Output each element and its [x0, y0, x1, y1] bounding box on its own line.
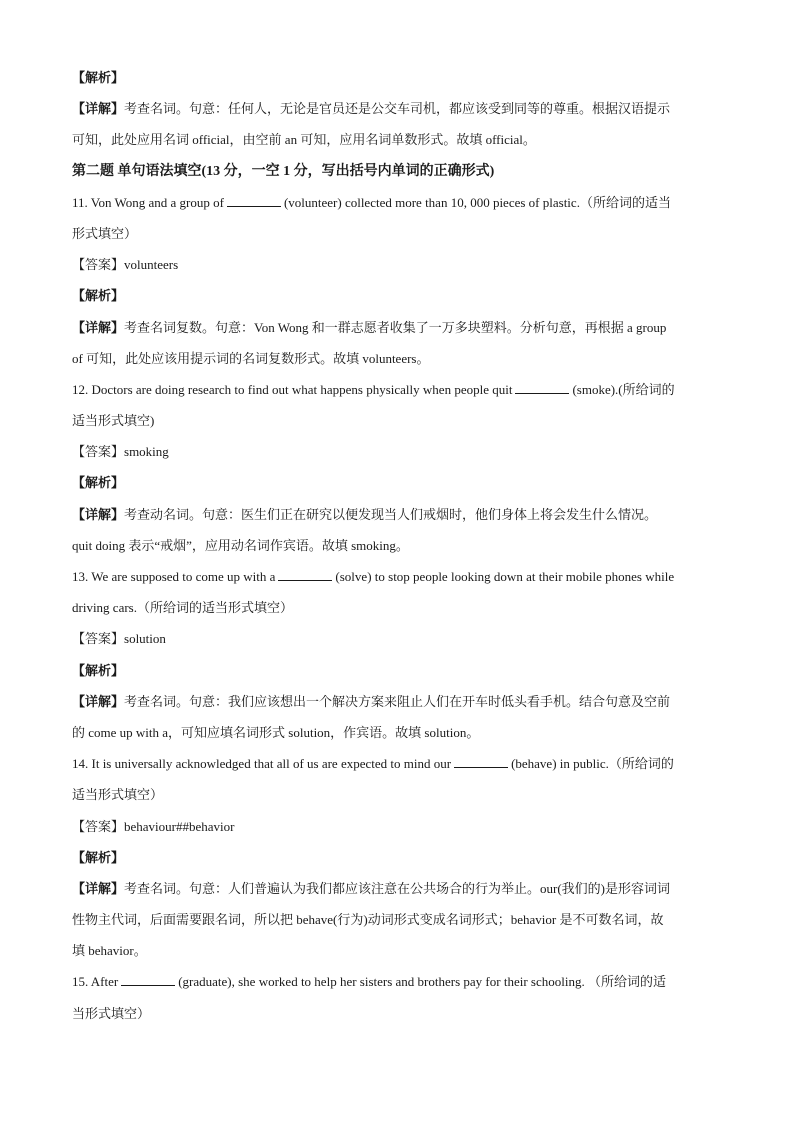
- question-12: [72, 374, 727, 405]
- explanation-line: [72, 499, 727, 530]
- question-text: 适当形式填空): [72, 413, 155, 429]
- question-text: (smoke).(所给词的: [572, 381, 675, 397]
- explanation-line: of 可知，此处应该用提示词的名词复数形式。故填 volunteers。: [72, 350, 430, 366]
- explanation-line: 的 come up with a，可知应填名词形式 solution，作宾语。故填 solution。: [72, 724, 480, 740]
- section-title: 第二题 单句语法填空(13 分，一空 1 分，写出括号内单词的正确形式): [72, 163, 495, 179]
- answer-blank: [121, 974, 175, 986]
- question-11: [72, 187, 727, 218]
- question-text: driving cars.（所给词的适当形式填空）: [72, 600, 293, 616]
- explanation-line: 可知，此处应用名词 official，由空前 an 可知，应用名词单数形式。故填 official。: [72, 132, 536, 148]
- answer-blank: [515, 382, 569, 394]
- explanation-label: 【详解】: [72, 880, 125, 896]
- explanation-line: [72, 873, 727, 904]
- question-14: [72, 748, 727, 779]
- question-text: (solve) to stop people looking down at their mobile phones while: [335, 569, 675, 584]
- question-text: 15. After: [72, 974, 119, 990]
- answer-line: [72, 811, 727, 842]
- explanation-line: 性物主代词，后面需要跟名词，所以把 behave(行为)动词形式变成名词形式；behavior 是不可数名词，故: [72, 912, 664, 928]
- answer-label: 【答案】: [72, 818, 125, 834]
- question-text: 13. We are supposed to come up with a: [72, 569, 276, 584]
- explanation-label: 【详解】: [72, 693, 125, 709]
- explanation-line: [72, 93, 727, 124]
- question-13: [72, 561, 727, 592]
- answer-line: [72, 436, 727, 467]
- explanation-label: 【详解】: [72, 506, 125, 522]
- answer-blank: [227, 195, 281, 207]
- question-text: 11. Von Wong and a group of: [72, 194, 224, 210]
- explanation-label: 【详解】: [72, 101, 125, 117]
- explanation-text: 考查名词。句意：人们普遍认为我们都应该注意在公共场合的行为举止。our(我们的)是形容词词: [124, 880, 671, 896]
- answer-value: volunteers: [124, 257, 179, 273]
- answer-value: solution: [124, 631, 166, 647]
- analysis-label: 【解析】: [72, 475, 125, 491]
- explanation-line: [72, 312, 727, 343]
- analysis-label: 【解析】: [72, 662, 125, 678]
- analysis-label: 【解析】: [72, 288, 125, 304]
- answer-line: [72, 623, 727, 654]
- explanation-label: 【详解】: [72, 319, 125, 335]
- answer-value: smoking: [124, 444, 169, 460]
- analysis-label: 【解析】: [72, 70, 125, 85]
- analysis-label: 【解析】: [72, 849, 125, 865]
- answer-line: [72, 249, 727, 280]
- document-page: [72, 62, 727, 1029]
- explanation-text: 考查名词。句意：任何人，无论是官员还是公交车司机，都应该受到同等的尊重。根据汉语提示: [124, 101, 671, 117]
- answer-blank: [278, 569, 332, 581]
- explanation-text: 考查动名词。句意：医生们正在研究以便发现当人们戒烟时，他们身体上将会发生什么情况。: [124, 506, 658, 522]
- explanation-text: 考查名词复数。句意：Von Wong 和一群志愿者收集了一万多块塑料。分析句意，再根据 a group: [124, 319, 667, 335]
- question-text: 形式填空）: [72, 225, 138, 241]
- question-text: 当形式填空）: [72, 1005, 151, 1021]
- answer-label: 【答案】: [72, 257, 125, 273]
- question-text: 14. It is universally acknowledged that all of us are expected to mind our: [72, 756, 452, 772]
- answer-label: 【答案】: [72, 631, 125, 647]
- explanation-line: [72, 686, 727, 717]
- answer-value: behaviour##behavior: [124, 818, 235, 834]
- answer-blank: [454, 756, 508, 768]
- explanation-line: quit doing 表示“戒烟”，应用动名词作宾语。故填 smoking。: [72, 537, 409, 553]
- explanation-text: 考查名词。句意：我们应该想出一个解决方案来阻止人们在开车时低头看手机。结合句意及空前: [124, 693, 671, 709]
- question-text: (behave) in public.（所给词的: [511, 756, 674, 772]
- question-text: (volunteer) collected more than 10, 000 pieces of plastic.（所给词的适当: [283, 194, 671, 210]
- explanation-line: 填 behavior。: [72, 943, 147, 959]
- question-15: [72, 966, 727, 997]
- answer-label: 【答案】: [72, 444, 125, 460]
- question-text: 12. Doctors are doing research to find out what happens physically when people quit: [72, 381, 513, 397]
- question-text: 适当形式填空）: [72, 787, 164, 803]
- question-text: (graduate), she worked to help her sisters and brothers pay for their schooling. （所给词的适: [178, 974, 666, 990]
